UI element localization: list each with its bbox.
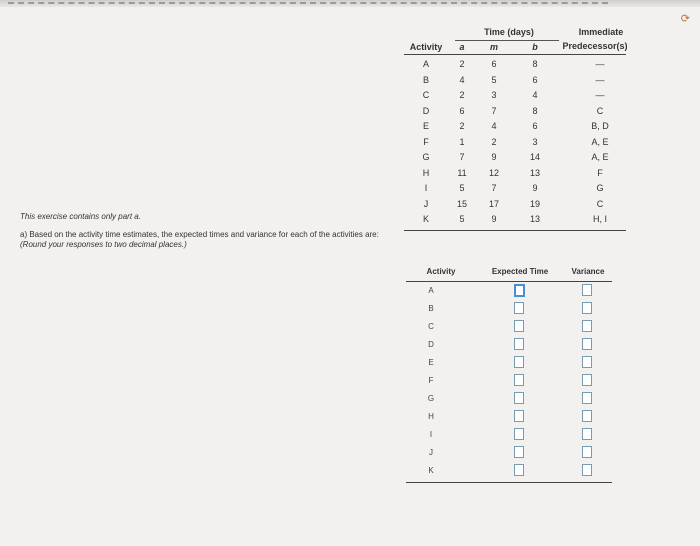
rounding-instruction: (Round your responses to two decimal places.)	[20, 240, 187, 249]
activity-cell: F	[423, 136, 429, 147]
answer-activity-header: Activity	[426, 267, 456, 276]
activity-cell: C	[422, 90, 430, 100]
b-header: b	[532, 42, 538, 52]
answer-row	[406, 355, 612, 373]
table-row	[404, 183, 626, 194]
m-cell: 4	[491, 121, 497, 131]
expected-time-input[interactable]	[514, 464, 524, 476]
time-days-header: Time (days)	[484, 27, 534, 37]
answer-bottom-rule	[406, 482, 612, 483]
activity-cell: H	[422, 167, 430, 178]
predecessor-cell: —	[595, 74, 605, 85]
m-cell: 9	[491, 214, 497, 224]
a-cell: 2	[459, 59, 465, 69]
a-cell: 6	[459, 105, 465, 116]
activity-cell: G	[422, 152, 430, 162]
expected-time-input[interactable]	[514, 392, 524, 404]
b-cell: 19	[529, 198, 540, 209]
header-rule	[404, 54, 626, 55]
b-cell: 8	[532, 105, 538, 116]
answer-row	[406, 373, 612, 391]
answer-row	[406, 463, 612, 481]
answer-activity-label: B	[428, 304, 434, 313]
b-cell: 14	[529, 152, 540, 162]
expected-time-input[interactable]	[514, 320, 524, 332]
predecessors-header: Predecessor(s)	[562, 41, 628, 51]
variance-input[interactable]	[582, 374, 592, 386]
expected-time-input[interactable]	[514, 356, 524, 368]
b-cell: 4	[532, 90, 538, 100]
table-row	[404, 59, 626, 70]
predecessor-cell: B, D	[591, 121, 609, 131]
table-row	[404, 199, 626, 210]
expected-time-input[interactable]	[514, 374, 524, 386]
predecessor-cell: C	[596, 105, 604, 116]
expected-time-header: Expected Time	[491, 267, 549, 276]
variance-input[interactable]	[582, 284, 592, 296]
activity-cell: E	[422, 121, 429, 131]
table-row	[404, 121, 626, 132]
top-divider	[8, 2, 608, 6]
variance-input[interactable]	[582, 302, 592, 314]
table-row	[404, 90, 626, 101]
predecessor-cell: A, E	[591, 152, 609, 162]
activity-cell: B	[422, 74, 429, 85]
b-cell: 13	[529, 167, 540, 178]
b-cell: 9	[532, 183, 538, 193]
exercise-note: This exercise contains only part a.	[20, 212, 141, 221]
answer-activity-label: D	[428, 340, 434, 349]
table-row	[404, 137, 626, 148]
a-cell: 2	[459, 90, 465, 100]
predecessor-cell: F	[597, 167, 603, 178]
expected-time-input[interactable]	[514, 428, 524, 440]
predecessor-cell: —	[595, 90, 605, 100]
b-cell: 8	[532, 59, 538, 69]
time-header-underline	[455, 40, 559, 41]
answer-activity-label: K	[428, 466, 434, 475]
activity-cell: K	[422, 214, 429, 224]
b-cell: 6	[532, 121, 538, 131]
answer-activity-label: E	[428, 358, 434, 367]
question-text: a) Based on the activity time estimates, the expected times and variance for each of the activities are:	[20, 230, 379, 239]
a-cell: 2	[459, 121, 465, 131]
m-cell: 7	[491, 183, 497, 193]
immediate-header: Immediate	[578, 27, 624, 37]
m-cell: 12	[488, 167, 499, 178]
a-cell: 5	[459, 214, 465, 224]
expected-time-input[interactable]	[514, 302, 524, 314]
a-cell: 4	[459, 74, 465, 85]
table-row	[404, 168, 626, 179]
activity-cell: D	[422, 105, 430, 116]
predecessor-cell: C	[596, 198, 604, 209]
m-cell: 6	[491, 59, 497, 69]
b-cell: 13	[529, 214, 540, 224]
variance-input[interactable]	[582, 446, 592, 458]
answer-row	[406, 319, 612, 337]
b-cell: 6	[532, 74, 538, 85]
predecessor-cell: —	[595, 59, 605, 69]
activity-cell: J	[423, 198, 429, 209]
a-cell: 1	[459, 136, 465, 147]
table-row	[404, 152, 626, 163]
table-row	[404, 214, 626, 225]
expected-time-input[interactable]	[514, 338, 524, 350]
a-header: a	[459, 42, 465, 52]
answer-row	[406, 337, 612, 355]
table-row	[404, 75, 626, 86]
predecessor-cell: A, E	[591, 136, 609, 147]
answer-row	[406, 283, 612, 301]
answer-header-rule	[406, 281, 612, 282]
answer-activity-label: G	[427, 394, 435, 403]
activity-header: Activity	[409, 42, 443, 52]
variance-header: Variance	[571, 267, 605, 276]
predecessor-cell: G	[596, 183, 604, 193]
m-header: m	[489, 42, 498, 52]
variance-input[interactable]	[582, 464, 592, 476]
variance-input[interactable]	[582, 356, 592, 368]
answer-row	[406, 301, 612, 319]
answer-row	[406, 391, 612, 409]
variance-input[interactable]	[582, 428, 592, 440]
expected-time-input[interactable]	[514, 410, 524, 422]
variance-input[interactable]	[582, 392, 592, 404]
answer-row	[406, 427, 612, 445]
m-cell: 7	[491, 105, 497, 116]
m-cell: 3	[491, 90, 497, 100]
a-cell: 5	[459, 183, 465, 193]
predecessor-cell: H, I	[592, 214, 607, 224]
refresh-icon[interactable]: ⟳	[680, 13, 690, 25]
a-cell: 7	[459, 152, 465, 162]
a-cell: 15	[456, 198, 467, 209]
activity-cell: I	[424, 183, 428, 193]
answer-row	[406, 409, 612, 427]
answer-activity-label: F	[428, 376, 434, 385]
m-cell: 5	[491, 74, 497, 85]
m-cell: 17	[488, 198, 499, 209]
answer-activity-label: J	[429, 448, 433, 457]
answer-activity-label: I	[429, 430, 433, 439]
m-cell: 2	[491, 136, 497, 147]
variance-input[interactable]	[582, 320, 592, 332]
answer-row	[406, 445, 612, 463]
variance-input[interactable]	[582, 410, 592, 422]
activity-cell: A	[422, 59, 429, 69]
table-row	[404, 106, 626, 117]
answer-activity-label: H	[428, 412, 434, 421]
answer-activity-label: A	[428, 286, 434, 295]
expected-time-input[interactable]	[514, 446, 524, 458]
m-cell: 9	[491, 152, 497, 162]
bottom-rule	[404, 230, 626, 231]
a-cell: 11	[457, 167, 467, 178]
expected-time-input[interactable]	[514, 284, 525, 297]
variance-input[interactable]	[582, 338, 592, 350]
answer-activity-label: C	[428, 322, 434, 331]
b-cell: 3	[532, 136, 538, 147]
